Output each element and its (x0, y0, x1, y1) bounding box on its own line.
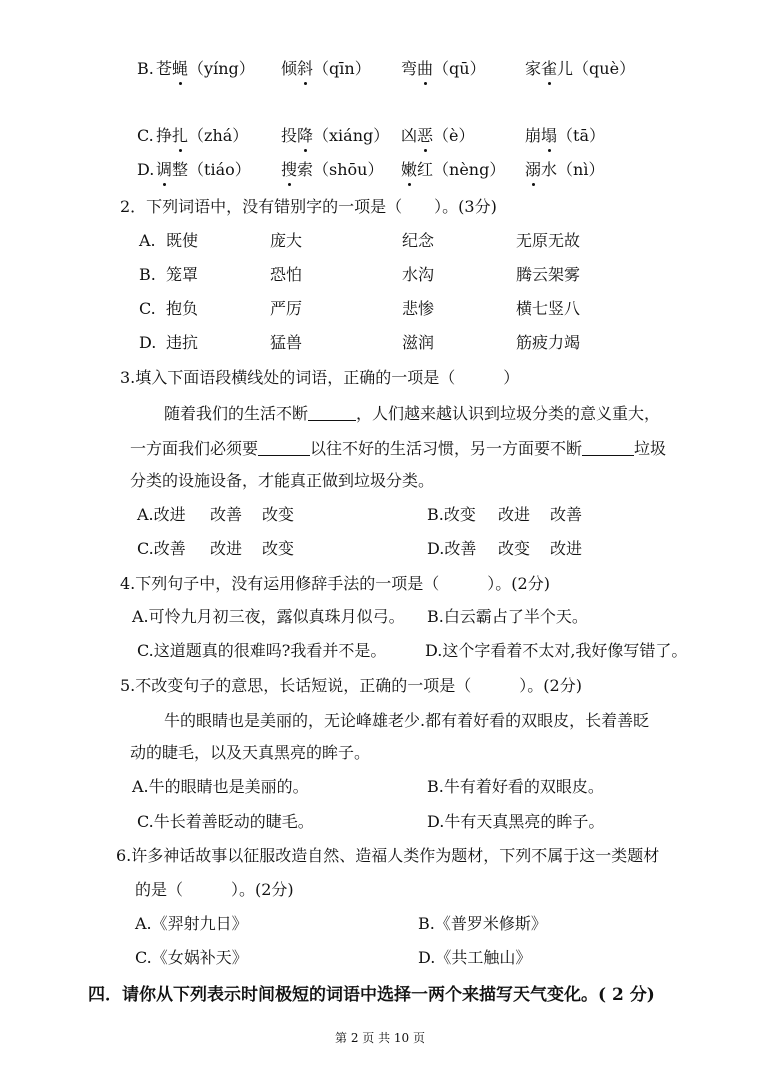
option-label: B. (137, 59, 154, 78)
word: 改变 (262, 505, 295, 524)
word: 恐怕 (270, 265, 303, 284)
q5-option-b: B.牛有着好看的双眼皮。 (427, 777, 604, 796)
word-item: 凶恶（è） (401, 126, 475, 145)
q3-passage-line-2: 一方面我们必须要 以往不好的生活习惯，另一方面要不断 垃圾 (130, 439, 667, 458)
option-label: D. (137, 160, 155, 179)
word: 滋润 (402, 333, 435, 352)
word-item: 嫩红（nèng） (401, 160, 506, 179)
word: 既使 (166, 231, 199, 250)
option-label: C. (139, 299, 156, 318)
q6-option-b: B.《普罗米修斯》 (418, 914, 547, 933)
q3-option-d: D.改善 (427, 539, 477, 558)
word: 腾云架雾 (516, 265, 581, 284)
q3-passage-line-1: 随着我们的生活不断 ，人们越来越认识到垃圾分类的意义重大， (164, 404, 661, 423)
word: 严厉 (270, 299, 303, 318)
word-item: 家雀儿（què） (525, 59, 636, 78)
question-6-stem-cont: 的是（ ）。(2分) (135, 880, 294, 899)
word: 笼罩 (166, 265, 199, 284)
q4-option-c: C.这道题真的很难吗?我看并不是。 (137, 641, 387, 660)
q4-option-b: B.白云霸占了半个天。 (427, 607, 588, 626)
answer-blank (582, 439, 634, 456)
word-item: 倾斜（qīn） (281, 59, 371, 78)
word: 改善 (210, 505, 243, 524)
question-2-stem: 2．下列词语中，没有错别字的一项是（ ）。(3分) (120, 197, 497, 216)
q3-option-a: A.改进 (137, 505, 186, 524)
question-6-stem: 6.许多神话故事以征服改造自然、造福人类作为题材，下列不属于这一类题材 (116, 846, 660, 865)
word-item: 搜索（shōu） (281, 160, 384, 179)
option-label: B. (139, 265, 156, 284)
word-item: 弯曲（qū） (401, 59, 486, 78)
word-item: 挣扎（zhá） (156, 126, 249, 145)
q6-option-d: D.《共工触山》 (418, 948, 532, 967)
question-5-stem: 5.不改变句子的意思，长话短说，正确的一项是（ ）。(2分) (120, 676, 582, 695)
q5-option-a: A.牛的眼睛也是美丽的。 (132, 777, 309, 796)
section-4-heading: 四．请你从下列表示时间极短的词语中选择一两个来描写天气变化。( 2 分) (88, 985, 655, 1005)
page-footer: 第 2 页 共 10 页 (335, 1031, 425, 1045)
word: 无原无故 (516, 231, 581, 250)
q6-option-a: A.《羿射九日》 (135, 914, 248, 933)
word-item: 崩塌（tā） (525, 126, 606, 145)
word: 改进 (550, 539, 583, 558)
word: 横七竖八 (516, 299, 581, 318)
option-label: C. (137, 126, 154, 145)
word-item: 苍蝇（yíng） (156, 59, 255, 78)
answer-blank (258, 439, 310, 456)
q4-option-d: D.这个字看着不太对,我好像写错了。 (425, 641, 688, 660)
word: 改善 (550, 505, 583, 524)
word: 违抗 (166, 333, 199, 352)
word: 猛兽 (270, 333, 303, 352)
q4-option-a: A.可怜九月初三夜，露似真珠月似弓。 (132, 607, 405, 626)
word-item: 调整（tiáo） (156, 160, 251, 179)
option-label: A. (139, 231, 156, 250)
q5-passage-line-1: 牛的眼睛也是美丽的，无论峰雄老少.都有着好看的双眼皮，长着善眨 (164, 711, 650, 730)
word: 改进 (210, 539, 243, 558)
word: 改变 (498, 539, 531, 558)
option-label: D. (139, 333, 157, 352)
q5-option-c: C.牛长着善眨动的睫毛。 (137, 812, 314, 831)
q6-option-c: C.《女娲补天》 (135, 948, 248, 967)
word: 水沟 (402, 265, 435, 284)
question-4-stem: 4.下列句子中，没有运用修辞手法的一项是（ ）。(2分) (120, 574, 550, 593)
word-item: 投降（xiáng） (281, 126, 390, 145)
q5-passage-line-2: 动的睫毛，以及天真黑亮的眸子。 (130, 743, 371, 762)
word: 悲惨 (402, 299, 435, 318)
word-item: 溺水（nì） (525, 160, 605, 179)
answer-blank (308, 404, 356, 421)
q5-option-d: D.牛有天真黑亮的眸子。 (427, 812, 605, 831)
q3-option-b: B.改变 (427, 505, 476, 524)
question-3-stem: 3.填入下面语段横线处的词语，正确的一项是（ ） (120, 368, 520, 387)
word: 筋疲力竭 (516, 333, 581, 352)
word: 改变 (262, 539, 295, 558)
word: 改进 (498, 505, 531, 524)
word: 庞大 (270, 231, 303, 250)
q3-passage-line-3: 分类的设施设备，才能真正做到垃圾分类。 (130, 471, 435, 490)
q3-option-c: C.改善 (137, 539, 186, 558)
word: 纪念 (402, 231, 435, 250)
word: 抱负 (166, 299, 199, 318)
